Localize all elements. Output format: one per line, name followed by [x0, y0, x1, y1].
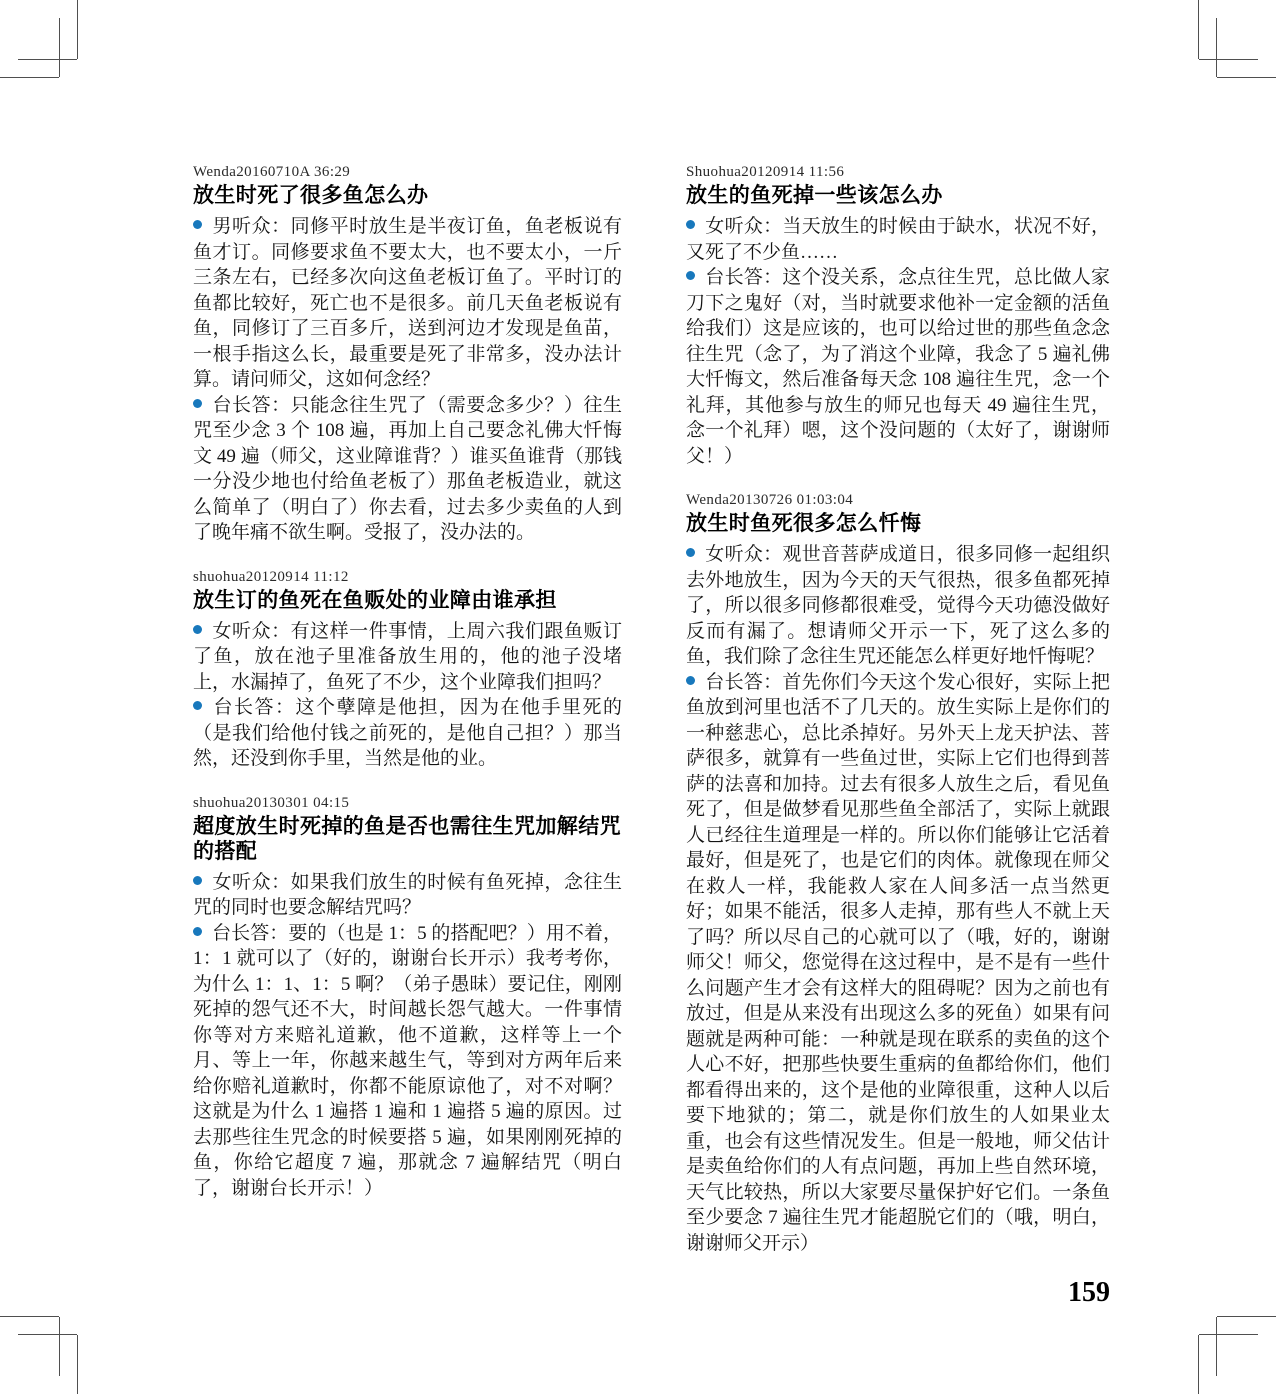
bullet-icon [193, 927, 202, 936]
question-paragraph [686, 542, 1110, 670]
paragraph-text: 女听众：当天放生的时候由于缺水，状况不好，又死了不少鱼…… [686, 216, 1110, 263]
paragraph-text: 男听众：同修平时放生是半夜订鱼，鱼老板说有鱼才订。同修要求鱼不要太大，也不要太小，一斤三条左右，已经多次向这鱼老板订鱼了。平时订的鱼都比较好，死亡也不是很多。前几天鱼老板说有鱼，同修订了三百多斤，送到河边才发现是鱼苗，一根手指这么长，最重要是死了非常多，没办法计算。请问师父，这如何念经？ [193, 216, 622, 390]
paragraph-text: 台长答：这个孽障是他担，因为在他手里死的（是我们给他付钱之前死的，是他自己担？）那当然，还没到你手里，当然是他的业。 [193, 697, 622, 769]
crop-mark-top-right [1199, 59, 1258, 60]
bullet-icon [193, 220, 202, 229]
page-number: 159 [1068, 1277, 1110, 1308]
recording-id: Wenda20130726 01:03:04 [686, 492, 854, 508]
crop-mark-bottom-right [1217, 1316, 1276, 1317]
section-title: 放生时死了很多鱼怎么办 [193, 184, 429, 207]
bullet-icon [193, 876, 202, 885]
bullet-icon [686, 548, 695, 557]
question-paragraph [193, 214, 622, 393]
paragraph-text: 女听众：如果我们放生的时候有鱼死掉，念往生咒的同时也要念解结咒吗？ [193, 871, 622, 918]
bullet-icon [686, 220, 695, 229]
qa-section [193, 568, 622, 772]
right-column [686, 163, 1110, 1308]
left-column [193, 163, 622, 1223]
paragraph-text: 台长答：要的（也是 1：5 的搭配吧？）用不着，1：1 就可以了（好的，谢谢台长开示）我考考你，为什么 1：1、1：5 啊？（弟子愚昧）要记住，刚刚死掉的怨气还不大，时间越长怨气越大。一件事情你等对方来赔礼道歉，他不道歉，这样等上一个月、等上一年，你越来越生气，等到对方两年后来给你赔礼道歉时，你都不能原谅他了，对不对啊？这就是为什么 1 遍搭 1 遍和 1 遍搭 5 遍的原因。过去那些往生咒念的时候要搭 5 遍，如果刚刚死掉的鱼，你给它超度 7 遍，那就念 7 遍解结咒（明白了，谢谢台长开示！） [193, 922, 622, 1199]
qa-section [686, 491, 1110, 1256]
crop-mark-bottom-right [1216, 1317, 1217, 1376]
answer-paragraph [193, 393, 622, 546]
crop-mark-top-left [0, 77, 59, 78]
crop-mark-top-right [1216, 18, 1217, 77]
bullet-icon [686, 676, 695, 685]
crop-mark-top-right [1198, 0, 1199, 59]
paragraph-text: 女听众：观世音菩萨成道日，很多同修一起组织去外地放生，因为今天的天气很热，很多鱼都死掉了，所以很多同修都很难受，觉得今天功德没做好反而有漏了。想请师父开示一下，死了这么多的鱼，我们除了念往生咒还能怎么样更好地忏悔呢？ [686, 544, 1110, 667]
bullet-icon [193, 701, 202, 710]
crop-mark-bottom-left [77, 1335, 78, 1394]
crop-mark-bottom-right [1199, 1334, 1258, 1335]
crop-mark-bottom-left [59, 1317, 60, 1376]
answer-paragraph [686, 670, 1110, 1257]
bullet-icon [686, 271, 695, 280]
answer-paragraph [686, 265, 1110, 469]
qa-section [193, 794, 622, 1202]
paragraph-text: 女听众：有这样一件事情，上周六我们跟鱼贩订了鱼，放在池子里准备放生用的，他的池子没堵上，水漏掉了，鱼死了不少，这个业障我们担吗？ [193, 620, 622, 693]
recording-id: shuohua20130301 04:15 [193, 794, 350, 811]
answer-paragraph [193, 921, 622, 1202]
answer-paragraph [193, 695, 622, 772]
crop-mark-top-left [59, 18, 60, 77]
recording-id: Shuohua20120914 11:56 [686, 164, 845, 180]
section-title: 放生的鱼死掉一些该怎么办 [686, 184, 943, 207]
paragraph-text: 台长答：首先你们今天这个发心很好，实际上把鱼放到河里也活不了几天的。放生实际上是你们的一种慈悲心，总比杀掉好。另外天上龙天护法、菩萨很多，就算有一些鱼过世，实际上它们也得到菩萨的法喜和加持。过去有很多人放生之后，看见鱼死了，但是做梦看见那些鱼全部活了，实际上就跟人已经往生道理是一样的。所以你们能够让它活着最好，但是死了，也是它们的肉体。就像现在师父在救人一样，我能救人家在人间多活一点当然更好；如果不能活，很多人走掉，那有些人不就上天了吗？所以尽自己的心就可以了（哦，好的，谢谢师父！师父，您觉得在这过程中，是不是有一些什么问题产生才会有这样大的阻碍呢？因为之前也有放过，但是从来没有出现这么多的死鱼）如果有问题就是两种可能：一种就是现在联系的卖鱼的这个人心不好，把那些快要生重病的鱼都给你们，他们都看得出来的，这个是他的业障很重，这种人以后要下地狱的；第二，就是你们放生的人如果业太重，也会有这些情况发生。但是一般地，师父估计是卖鱼给你们的人有点问题，再加上些自然环境，天气比较热，所以大家要尽量保护好它们。一条鱼至少要念 7 遍往生咒才能超脱它们的（哦，明白，谢谢师父开示） [686, 671, 1110, 1254]
crop-mark-top-right [1217, 77, 1276, 78]
crop-mark-top-left [18, 59, 77, 60]
crop-mark-top-left [77, 0, 78, 59]
paragraph-text: 台长答：这个没关系，念点往生咒，总比做人家刀下之鬼好（对，当时就要求他补一定金额的活鱼给我们）这是应该的，也可以给过世的那些鱼念念往生咒（念了，为了消这个业障，我念了 5 遍礼佛大忏悔文，然后准备每天念 108 遍往生咒，念一个礼拜，其他参与放生的师兄也每天 49 遍往生咒，念一个礼拜）嗯，这个没问题的（太好了，谢谢师父！） [686, 267, 1110, 467]
recording-id: shuohua20120914 11:12 [193, 568, 349, 585]
paragraph-text: 台长答：只能念往生咒了（需要念多少？）往生咒至少念 3 个 108 遍，再加上自己要念礼佛大忏悔文 49 遍（师父，这业障谁背？）谁买鱼谁背（那钱一分没少地也付给鱼老板了）那鱼老板造业，就这么简单了（明白了）你去看，过去多少卖鱼的人到了晚年痛不欲生啊。受报了，没办法的。 [193, 394, 622, 543]
qa-section [686, 163, 1110, 469]
qa-section [193, 163, 622, 546]
bullet-icon [193, 625, 202, 634]
section-title: 超度放生时死掉的鱼是否也需往生咒加解结咒的搭配 [193, 814, 621, 863]
question-paragraph [193, 619, 622, 696]
recording-id: Wenda20160710A 36:29 [193, 164, 351, 180]
crop-mark-bottom-left [0, 1316, 59, 1317]
crop-mark-bottom-right [1198, 1335, 1199, 1394]
bullet-icon [193, 399, 202, 408]
section-title: 放生时鱼死很多怎么忏悔 [686, 512, 922, 535]
question-paragraph [193, 870, 622, 921]
section-title: 放生订的鱼死在鱼贩处的业障由谁承担 [193, 588, 557, 612]
question-paragraph [686, 214, 1110, 265]
crop-mark-bottom-left [18, 1334, 77, 1335]
